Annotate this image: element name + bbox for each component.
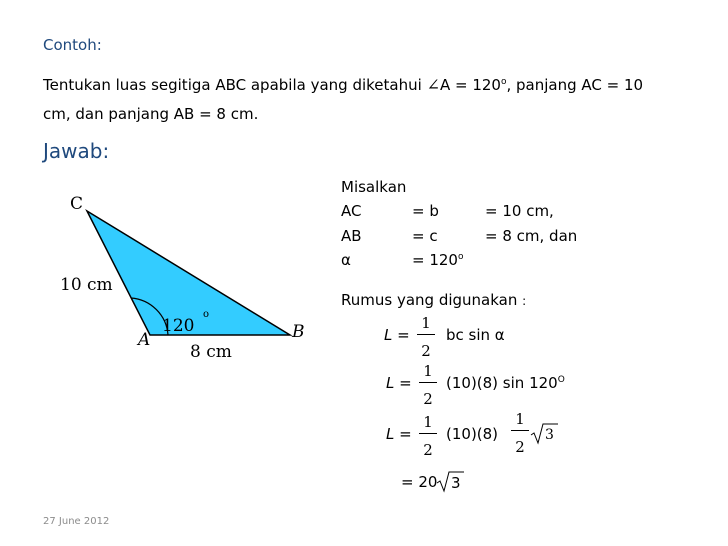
formula-1-lhs: L = bbox=[384, 326, 410, 344]
var-name-ab: AB bbox=[341, 227, 362, 245]
var-val-8: = 8 cm, dan bbox=[485, 227, 578, 245]
formula-3-rest: (10)(8) bbox=[446, 425, 499, 443]
var-eq-120 bbox=[412, 251, 463, 269]
footer-date: 27 June 2012 bbox=[43, 516, 110, 527]
var-name-alpha: α bbox=[341, 251, 351, 269]
formula-3-den: 2 bbox=[423, 441, 433, 459]
var-eq-b bbox=[412, 202, 439, 220]
formula-2-num: 1 bbox=[423, 362, 433, 380]
var-val-10: = 10 cm, bbox=[485, 202, 554, 220]
formula-3-half-bar bbox=[511, 430, 529, 431]
misalkan-title: Misalkan bbox=[341, 178, 407, 196]
question-line-1 bbox=[43, 75, 643, 94]
formula-3-half-num: 1 bbox=[515, 410, 525, 428]
formula-3-num: 1 bbox=[423, 413, 433, 431]
sqrt-icon bbox=[530, 422, 560, 446]
result-sqrt-radicand: 3 bbox=[451, 474, 461, 492]
angle-value-label: 120 bbox=[162, 316, 195, 336]
formula-1-num: 1 bbox=[421, 314, 431, 332]
formula-3-lhs: L = bbox=[386, 425, 412, 443]
formula-2-den: 2 bbox=[423, 390, 433, 408]
var-eq-text: = b bbox=[412, 202, 439, 220]
formula-2-degree: O bbox=[557, 375, 565, 385]
example-heading: Contoh: bbox=[43, 36, 102, 54]
side-ac-label: 10 cm bbox=[60, 275, 113, 295]
side-ab-label: 8 cm bbox=[190, 342, 232, 362]
angle-degree-label: o bbox=[203, 309, 210, 320]
var-eq-c: = c bbox=[412, 227, 438, 245]
formula-3-half-den: 2 bbox=[515, 438, 525, 456]
formula-1-den: 2 bbox=[421, 342, 431, 360]
question-line-2: cm, dan panjang AB = 8 cm. bbox=[43, 105, 259, 123]
formula-2-lhs: L = bbox=[386, 374, 412, 392]
formula-colon: : bbox=[522, 294, 527, 308]
formula-1-fraction-bar bbox=[417, 334, 435, 335]
result-value: = 20 bbox=[401, 473, 438, 491]
sqrt-radicand: 3 bbox=[545, 427, 554, 443]
var-eq-120-text: = 120 bbox=[412, 251, 458, 269]
formula-2-fraction-bar bbox=[419, 382, 437, 383]
vertex-c-label: C bbox=[70, 194, 84, 214]
question-text-2: A = 120 bbox=[439, 76, 501, 94]
formula-2-rest-text: (10)(8) sin 120 bbox=[446, 374, 558, 392]
formula-2-rest bbox=[446, 374, 565, 392]
question-text-3: , panjang AC = 10 bbox=[506, 76, 644, 94]
degree-mark: o bbox=[500, 77, 507, 87]
angle-icon: ∠ bbox=[426, 75, 440, 94]
formula-3-fraction-bar bbox=[419, 433, 437, 434]
vertex-a-label: A bbox=[138, 330, 151, 350]
triangle-diagram bbox=[50, 185, 330, 365]
vertex-b-label: B bbox=[292, 322, 305, 342]
formula-title bbox=[341, 291, 526, 309]
formula-1-rest: bc sin α bbox=[446, 326, 505, 344]
question-text-1: Tentukan luas segitiga ABC apabila yang diketahui bbox=[43, 76, 427, 94]
formula-title-text: Rumus yang digunakan bbox=[341, 291, 518, 309]
result-sqrt-icon bbox=[436, 470, 466, 494]
var-eq-120-deg: o bbox=[457, 252, 464, 262]
answer-heading: Jawab: bbox=[43, 139, 110, 163]
var-name-ac: AC bbox=[341, 202, 362, 220]
